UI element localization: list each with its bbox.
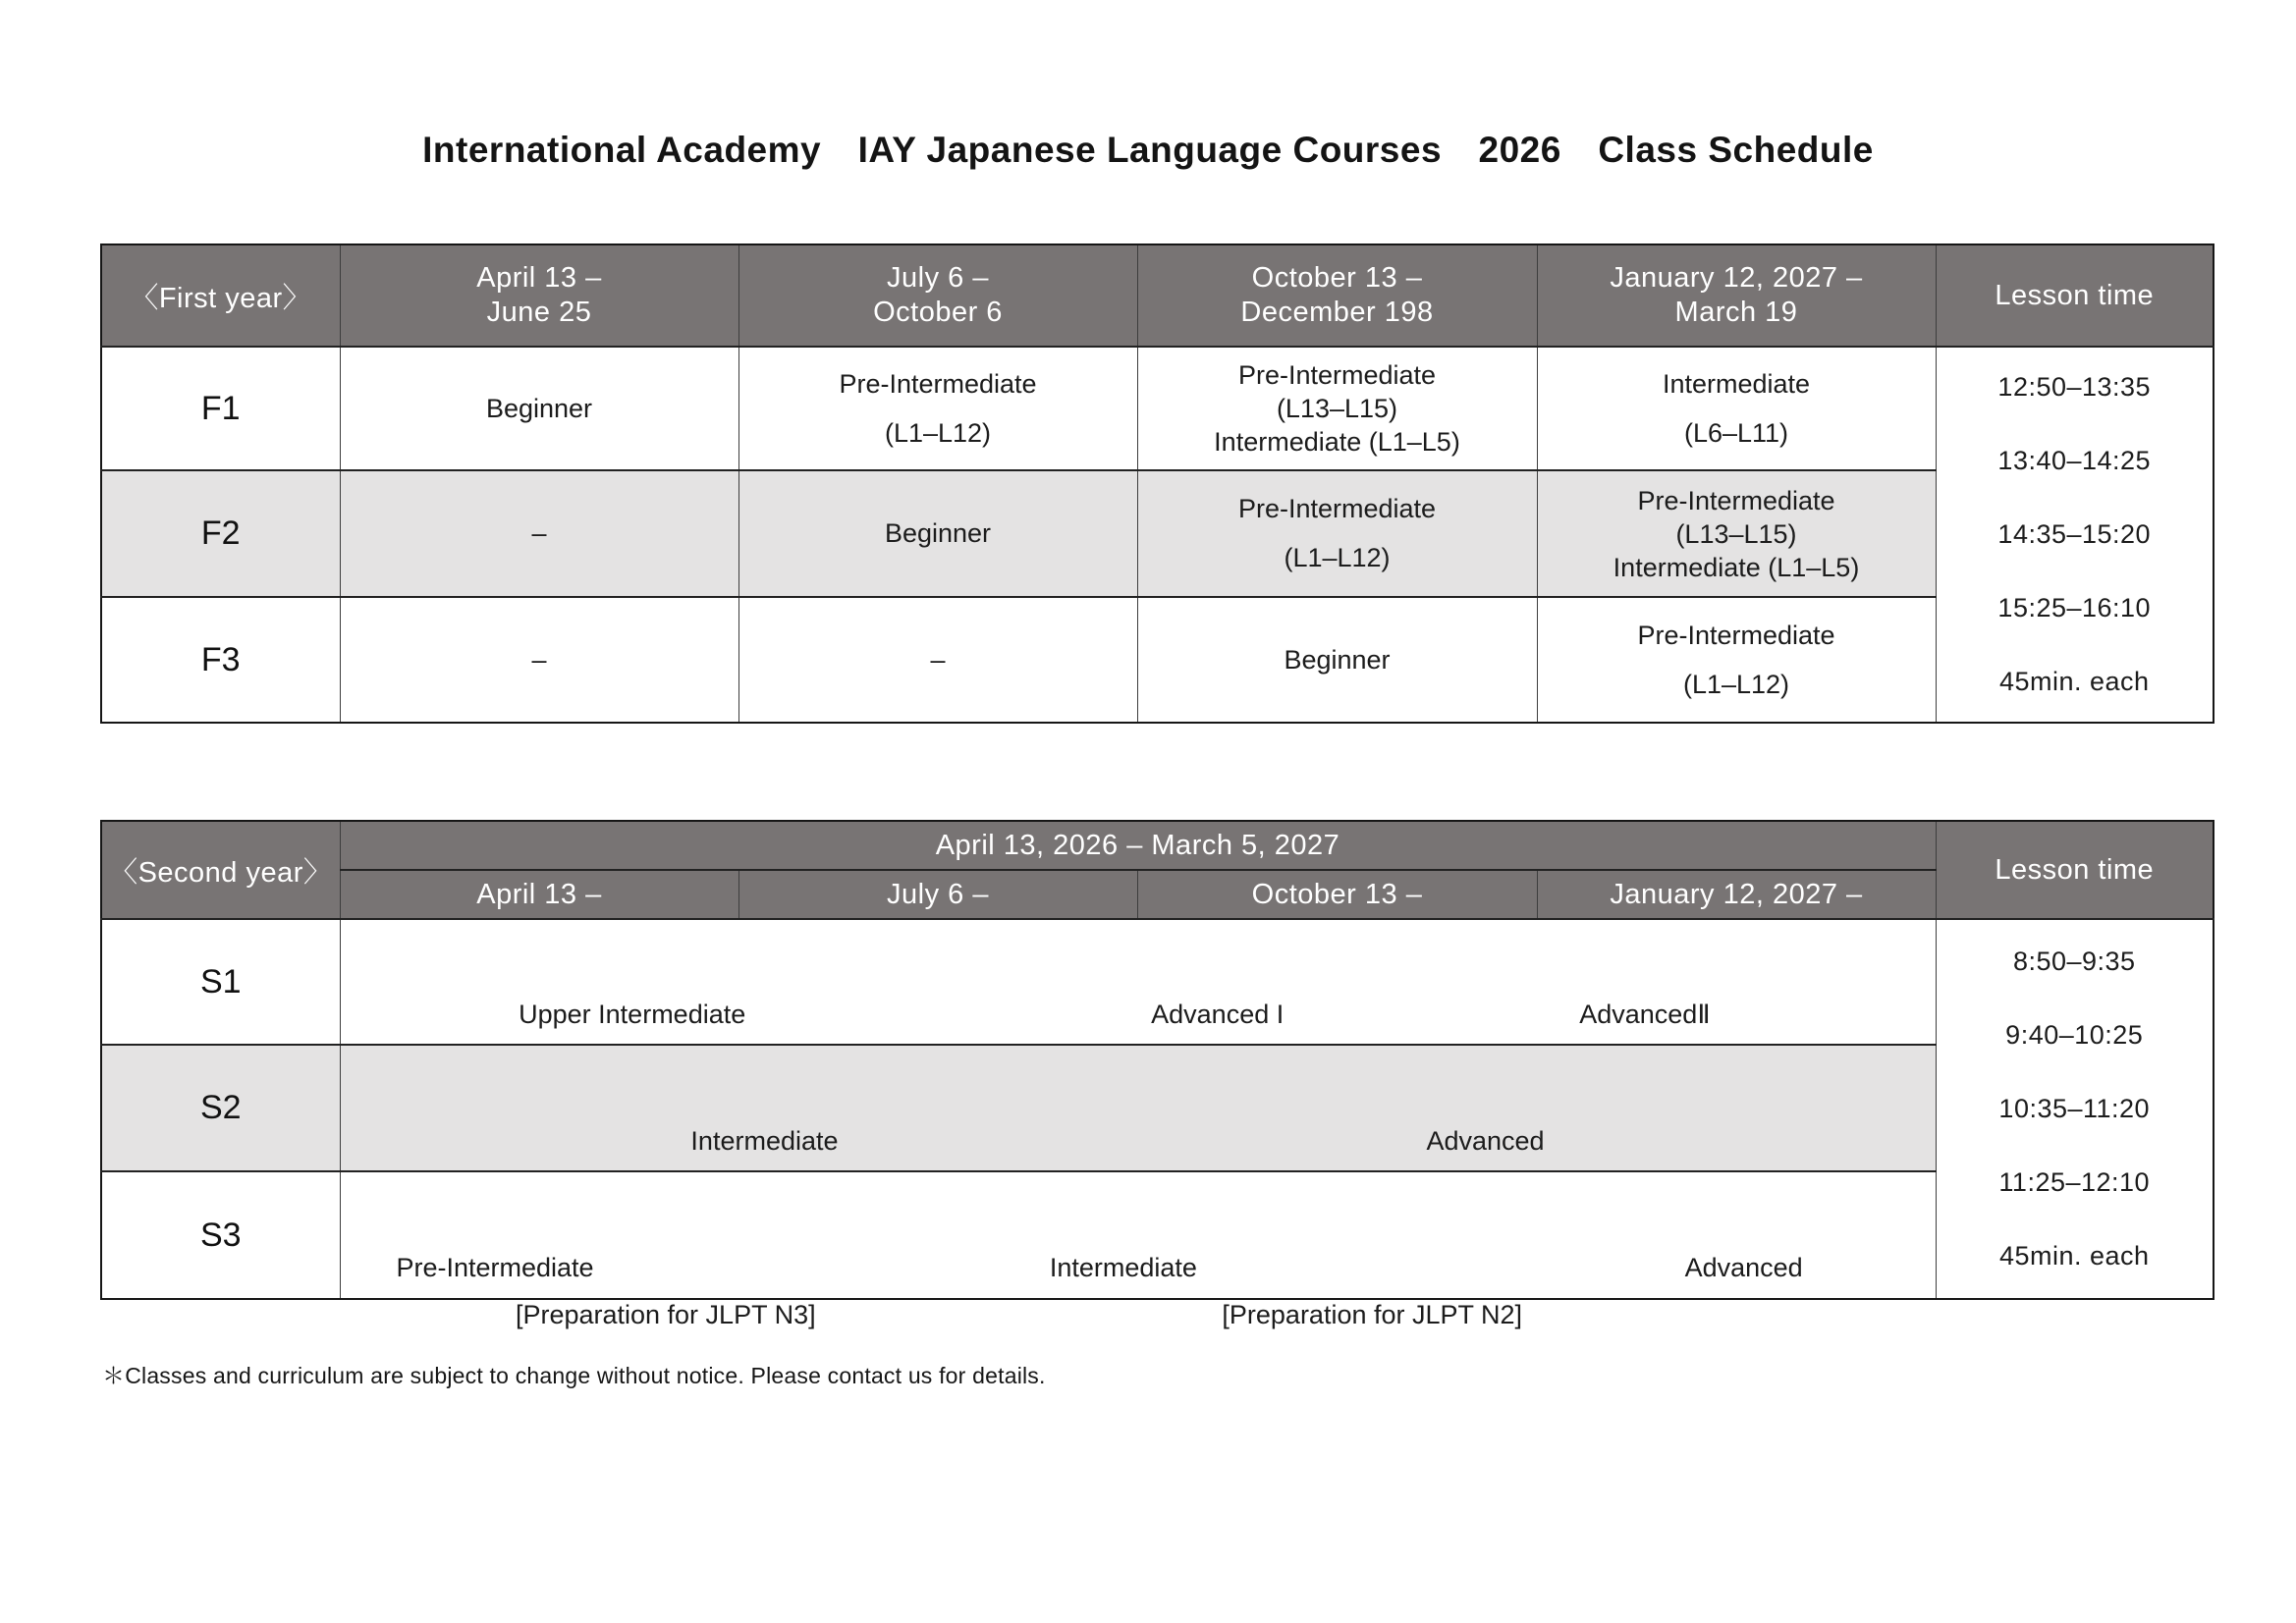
row-f2 [101, 470, 2214, 597]
second-year-lesson-times [1936, 919, 2214, 1299]
lesson-time-entry: 45min. each [1998, 1241, 2150, 1271]
second-year-col-header-term1: April 13 – [340, 870, 738, 919]
second-year-col-header-term2: July 6 – [738, 870, 1137, 919]
cell-line: (L13–L15) [1675, 518, 1797, 549]
level-label: Intermediate [690, 1125, 839, 1156]
row-label-f3: F3 [101, 597, 340, 723]
cell-line: Beginner [884, 518, 992, 548]
page-title: International Academy IAY Japanese Language Courses 2026 Class Schedule [422, 130, 1874, 170]
cell-line: (L13–L15) [1276, 394, 1398, 423]
row-label-f2: F2 [101, 470, 340, 597]
second-year-col-header-term3: October 13 – [1137, 870, 1537, 919]
level-label: Advanced [1684, 1253, 1803, 1282]
cell-line: Pre-Intermediate [1637, 485, 1835, 515]
col-header-line: March 19 [1674, 297, 1798, 328]
row-label-s1: S1 [101, 919, 340, 1045]
col-header-line: October 6 [873, 297, 1003, 328]
cell-line: Beginner [1284, 644, 1391, 675]
cell-line: Pre-Intermediate [1637, 620, 1835, 650]
row-label-s3: S3 [101, 1171, 340, 1299]
level-label: Intermediate [1049, 1253, 1197, 1282]
lesson-time-entry: 14:35–15:20 [1997, 519, 2152, 549]
cell-line: Beginner [485, 393, 593, 423]
col-header-line: April 13 – [476, 262, 602, 294]
cell-s2-levels [340, 1045, 1936, 1171]
second-year-lesson-time-header: Lesson time [1936, 821, 2214, 919]
cell-line: Pre-Intermediate [1237, 494, 1437, 523]
cell-line: Intermediate (L1–L5) [1214, 427, 1460, 457]
first-year-lesson-time-header: Lesson time [1936, 244, 2214, 347]
cell-line: Pre-Intermediate [1237, 360, 1437, 390]
lesson-time-entry: 8:50–9:35 [2012, 947, 2136, 976]
cell-line: (L6–L11) [1683, 417, 1789, 448]
cell-s3-levels [340, 1171, 1936, 1329]
cell-f3-term2 [738, 597, 1137, 723]
first-year-col-header-term4 [1537, 244, 1936, 347]
cell-f3-term3 [1137, 597, 1537, 723]
first-year-table [100, 243, 2214, 724]
cell-f1-term2 [738, 347, 1137, 470]
cell-line: Intermediate [1662, 368, 1811, 399]
row-f1 [101, 347, 2214, 470]
cell-line: – [930, 644, 946, 675]
level-label: Advanced I [1151, 1000, 1285, 1029]
row-s1 [101, 919, 2214, 1045]
cell-f1-term3 [1137, 347, 1537, 470]
first-year-lesson-times [1936, 347, 2214, 723]
level-label: Upper Intermediate [519, 1000, 746, 1029]
first-year-corner-label: 〈First year〉 [101, 244, 340, 347]
first-year-col-header-term1 [340, 244, 738, 347]
second-year-span-header: April 13, 2026 – March 5, 2027 [340, 821, 1936, 870]
cell-f2-term1 [340, 470, 738, 597]
row-s3 [101, 1171, 2214, 1299]
cell-line: (L1–L12) [1284, 543, 1391, 572]
row-s2 [101, 1045, 2214, 1171]
row-label-f1: F1 [101, 347, 340, 470]
first-year-col-header-term2 [738, 244, 1137, 347]
second-year-header-row-1 [101, 821, 2214, 870]
col-header-line: July 6 – [887, 262, 989, 294]
col-header-line: December 198 [1240, 297, 1434, 328]
lesson-time-entry: 10:35–11:20 [1998, 1094, 2151, 1123]
cell-f2-term4 [1537, 470, 1936, 597]
first-year-header-row [101, 244, 2214, 347]
lesson-time-entry: 12:50–13:35 [1997, 372, 2152, 402]
lesson-time-entry: 15:25–16:10 [1997, 593, 2152, 622]
col-header-line: June 25 [486, 297, 592, 328]
cell-line: – [531, 644, 547, 675]
level-label: Advanced [1426, 1125, 1545, 1156]
footnote: ＊Classes and curriculum are subject to change without notice. Please contact us for details. [102, 1363, 1046, 1388]
lesson-time-entry: 11:25–12:10 [1998, 1167, 2151, 1197]
row-f3 [101, 597, 2214, 723]
cell-line: Intermediate (L1–L5) [1613, 552, 1860, 582]
cell-line: – [531, 518, 547, 548]
cell-f3-term4 [1537, 597, 1936, 723]
second-year-corner-label: 〈Second year〉 [101, 821, 340, 919]
level-label: Pre-Intermediate [396, 1253, 594, 1282]
lesson-time-entry: 13:40–14:25 [1997, 446, 2152, 475]
second-year-header-row-2 [101, 870, 2214, 919]
second-year-table [100, 820, 2214, 1329]
col-header-line: January 12, 2027 – [1610, 262, 1863, 294]
col-header-line: October 13 – [1251, 262, 1423, 294]
cell-f1-term4 [1537, 347, 1936, 470]
cell-s1-levels [340, 919, 1936, 1045]
level-label: AdvancedⅡ [1579, 1000, 1711, 1029]
cell-line: (L1–L12) [884, 417, 992, 448]
lesson-time-entry: 45min. each [1998, 667, 2150, 696]
cell-line: (L1–L12) [1682, 669, 1790, 699]
row-label-s2: S2 [101, 1045, 340, 1171]
first-year-col-header-term3 [1137, 244, 1537, 347]
cell-f1-term1 [340, 347, 738, 470]
cell-f3-term1 [340, 597, 738, 723]
lesson-time-entry: 9:40–10:25 [2005, 1020, 2144, 1050]
cell-f2-term3 [1137, 470, 1537, 597]
cell-line: Pre-Intermediate [839, 368, 1037, 399]
jlpt-note: [Preparation for JLPT N3] [515, 1300, 816, 1329]
cell-f2-term2 [738, 470, 1137, 597]
jlpt-note: [Preparation for JLPT N2] [1222, 1300, 1523, 1329]
second-year-col-header-term4: January 12, 2027 – [1537, 870, 1936, 919]
